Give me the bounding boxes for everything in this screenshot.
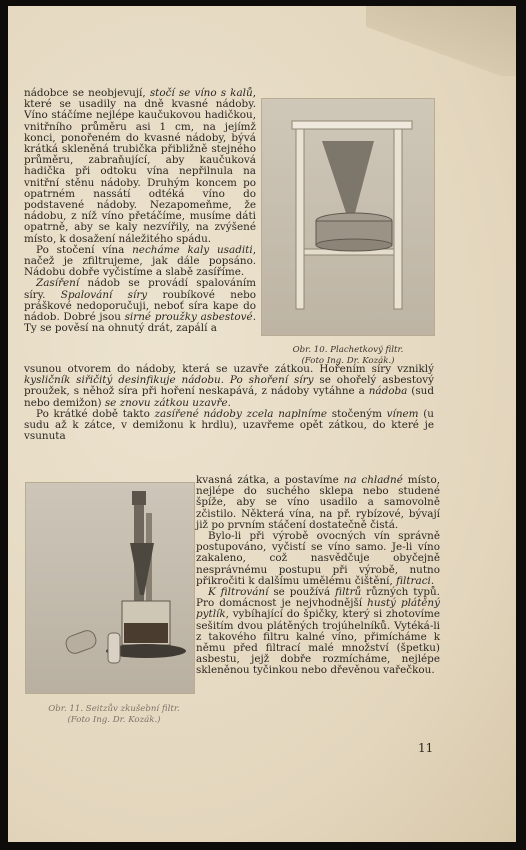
text-column-right — [196, 475, 440, 677]
photo-plachetkovy-filtr — [261, 98, 435, 336]
page-number: 11 — [418, 741, 434, 755]
caption-title: Obr. 10. Plachetkový filtr. — [292, 345, 404, 355]
paragraph: Zasíření nádob se provádí spalováním síry. Spalování síry roubíkové nebo práškové nedoporučuji, neboť síra kape do nádob. Dobré jsou sirné proužky asbestové. Ty se pověsí na ohnutý drát, zapálí a — [24, 277, 257, 335]
paragraph: vsunou otvorem do nádoby, která se uzavře zátkou. Hořením síry vzniklý kysličník siřičitý desinfikuje nádobu. Po shoření síry se ohořelý asbestový proužek, s něhož síra při hoření neskapává, z nádoby vytáhne a nádoba (sud nebo demižon) se znovu zátkou uzavře. — [24, 363, 435, 409]
figure-caption-11 — [34, 704, 194, 725]
text-block-full-width — [24, 364, 434, 442]
filter-stand-illustration — [262, 99, 434, 335]
caption-credit: (Foto Ing. Dr. Kozák.) — [67, 714, 161, 725]
text-column-top — [24, 88, 256, 334]
paragraph: K filtrování se používá filtrů různých typů. Pro domácnost je nejvhodnější hustý plátěný pytlík, vybíhající do špičky, který si zhotovíme sešitím dvou plátěných trojúhelníků. Vytéká-li z takového filtru kalné víno, přimícháme k němu před filtrací malé množství (špetku) asbestu, jejž dobře rozmícháme, nejlépe skleněnou tyčinkou nebo dřevěnou vařečkou. — [196, 586, 440, 677]
page-corner-fold — [366, 6, 516, 76]
seitz-filter-illustration — [26, 483, 194, 693]
caption-credit: (Foto Ing. Dr. Kozák.) — [301, 355, 395, 366]
paragraph: Po krátké době takto zasířené nádoby zcela naplníme stočeným vínem (u sudu až k zátce, v demižonu k hrdlu), uzavřeme opět zátkou, do které je vsunuta — [24, 407, 434, 443]
paragraph: Po stočení vína necháme kaly usaditi, načež je zfiltrujeme, jak dále popsáno. Nádobu dobře vyčistíme a slabě zasíříme. — [24, 243, 256, 279]
photo-seitz-filtr — [25, 482, 195, 694]
paragraph: Bylo-li při výrobě ovocných vín správně postupováno, vyčistí se víno samo. Je-li víno zakaleno, což nasvědčuje obyčejně nesprávnému postupu při výrobě, nutno přikročiti k dalšímu umělému čištění, filtraci. — [196, 530, 440, 587]
caption-title: Obr. 11. Seitzův zkušební filtr. — [48, 704, 180, 714]
paragraph: kvasná zátka, a postavíme na chladné místo, nejlépe do suchého sklepa nebo studené špíže, aby se víno usadilo a samovolně zčistilo. Některá vína, na př. rybízové, bývají již po prvním stáčení dostatečně čistá. — [196, 474, 441, 531]
paragraph: nádobce se neobjevují, stočí se víno s kalů, které se usadily na dně kvasné nádoby. Víno stáčíme nejlépe kaučukovou hadičkou, vnitřního průměru asi 1 cm, na jejímž konci, ponořeném do kvasné nádoby, bývá krátká skleněná trubička přibližně stejného průměru, zabraňující, aby kaučuková hadička při odtoku vína nepřilnula na vnitřní stěnu nádoby. Druhým koncem po opatrném nassátí odtéká víno do podstavené nádoby. Nezapomeňme, že nádobu, z níž víno přetáčíme, musíme dáti opatrně, aby se kaly nezvířily, na zvýšené místo, k dosažení náležitého spádu. — [24, 87, 256, 245]
book-page — [8, 6, 516, 842]
